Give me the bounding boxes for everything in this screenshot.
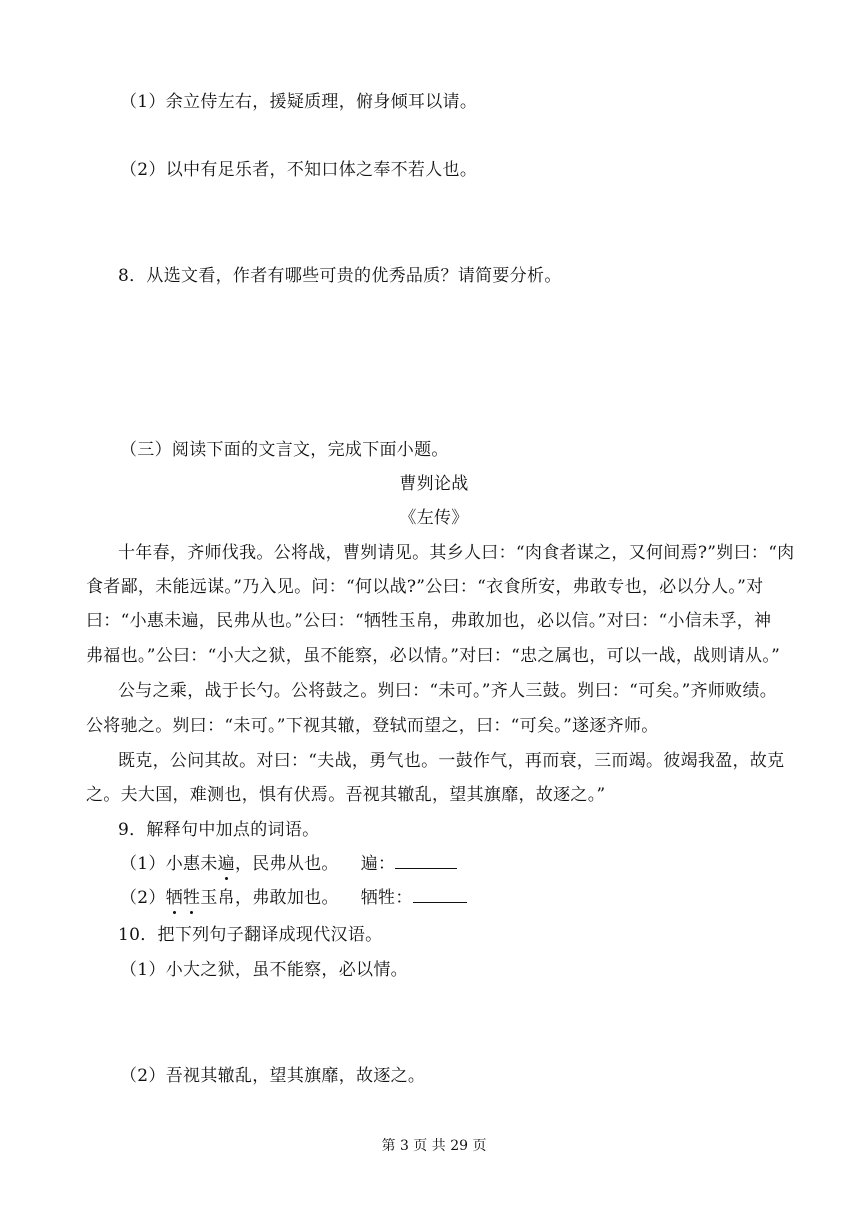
question-9: 9．解释句中加点的词语。 [118, 820, 320, 840]
passage-source: 《左传》 [399, 508, 469, 528]
q9-1-suffix: ，民弗从也。 [234, 854, 339, 874]
dotted-word: 遍 [217, 854, 235, 874]
q9-1-prefix: （1）小惠未 [120, 854, 218, 874]
passage-line: 十年春，齐师伐我。公将战，曹刿请见。其乡人曰：“肉食者谋之，又何间焉?”刿曰：“肉 [118, 543, 795, 563]
passage-line: 弗福也。”公曰：“小大之狱，虽不能察，必以情。”对曰：“忠之属也，可以一战，战则请从。” [86, 646, 781, 666]
page-footer: 第 3 页 共 29 页 [381, 1138, 487, 1154]
question-9-item-2 [120, 888, 467, 908]
passage-line: 曰：“小惠未遍，民弗从也。”公曰：“牺牲玉帛，弗敢加也，必以信。”对曰：“小信未孚，神 [86, 611, 772, 631]
question-9-item-1 [120, 854, 457, 874]
q9-2-label: 牺牲： [360, 888, 413, 908]
passage-line: 公将驰之。刿曰：“未可。”下视其辙，登轼而望之，曰：“可矣。”遂逐齐师。 [86, 716, 659, 736]
q10-sentence-2: （2）吾视其辙乱，望其旗靡，故逐之。 [120, 1066, 426, 1086]
passage-line: 食者鄙，未能远谋。”乃入见。问：“何以战?”公曰：“衣食所安，弗敢专也，必以分人。”对 [86, 577, 764, 597]
q9-2-suffix: 玉帛，弗敢加也。 [200, 888, 339, 908]
passage-line: 既克，公问其故。对曰：“夫战，勇气也。一鼓作气，再而衰，三而竭。彼竭我盈，故克 [118, 751, 785, 771]
dotted-word: 牲 [183, 888, 201, 908]
q7-sentence-2: （2）以中有足乐者，不知口体之奉不若人也。 [120, 160, 478, 180]
section-3-heading: （三）阅读下面的文言文，完成下面小题。 [120, 440, 449, 460]
answer-blank[interactable] [413, 888, 467, 903]
q7-sentence-1: （1）余立侍左右，援疑质理，俯身倾耳以请。 [120, 92, 478, 112]
q9-2-prefix: （2） [120, 888, 166, 908]
passage-title: 曹刿论战 [399, 474, 469, 494]
passage-line: 公与之乘，战于长勺。公将鼓之。刿曰：“未可。”齐人三鼓。刿曰：“可矣。”齐师败绩。 [118, 681, 778, 701]
question-8: 8．从选文看，作者有哪些可贵的优秀品质？请简要分析。 [118, 266, 562, 286]
question-10: 10．把下列句子翻译成现代汉语。 [118, 925, 383, 945]
answer-blank[interactable] [395, 854, 457, 869]
q10-sentence-1: （1）小大之狱，虽不能察，必以情。 [120, 960, 408, 980]
q9-1-label: 遍： [360, 854, 396, 874]
dotted-word: 牺 [165, 888, 184, 908]
passage-line: 之。夫大国，难测也，惧有伏焉。吾视其辙乱，望其旗靡，故逐之。” [86, 785, 606, 805]
